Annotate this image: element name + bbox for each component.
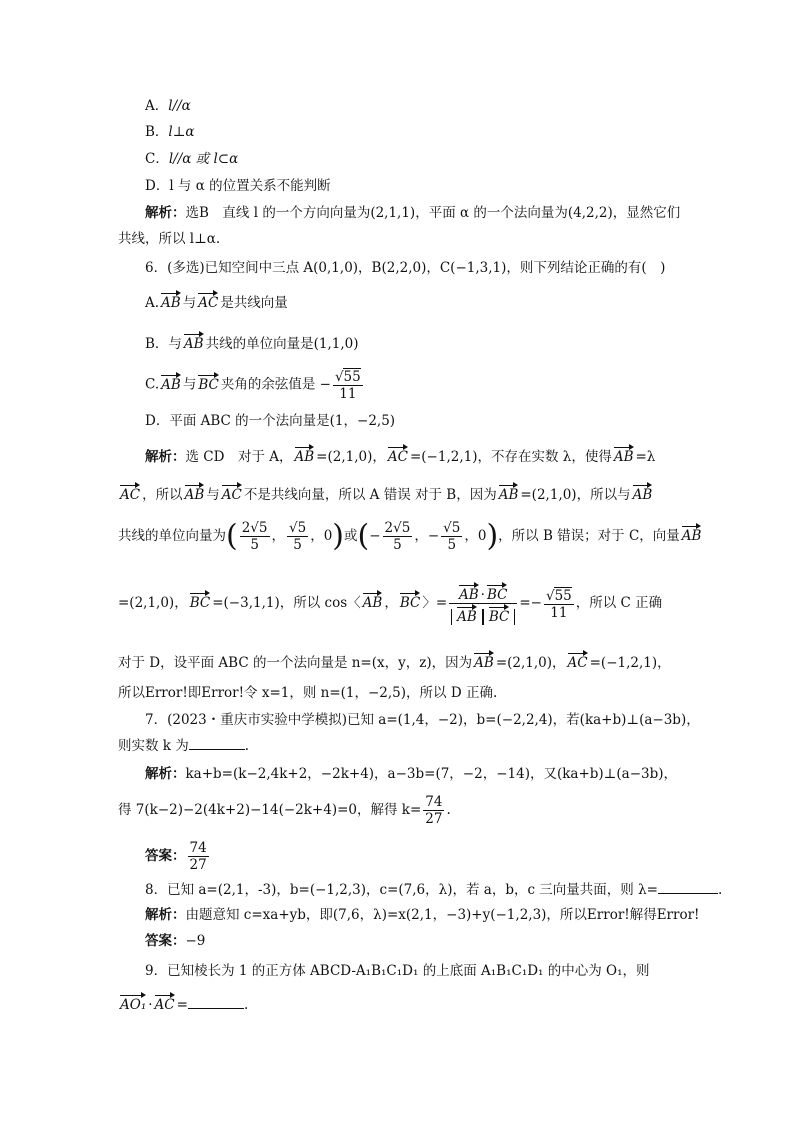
vector-ab: AB bbox=[184, 331, 204, 351]
q6-solution-line4: =(2,1,0)， BC =(−3,1,1)，所以 cos〈 AB ， BC 〉= $\frac{AB \cdot BC}{\text{AB BC}}$ =− $\frac{√55}{11}$ ，所以 C 正确 bbox=[118, 582, 676, 625]
q5-option-d: D．l 与 α 的位置关系不能判断 bbox=[145, 178, 331, 194]
q9-stem: 9．已知棱长为 1 的正方体 ABCD-A₁B₁C₁D₁ 的上底面 A₁B₁C₁D₁ 的中心为 O₁，则 bbox=[145, 963, 650, 979]
vector-ac: AC bbox=[198, 290, 218, 310]
q6-stem: 6．(多选)已知空间中三点 A(0,1,0)，B(2,2,0)，C(−1,3,1)，则下列结论正确的有( ) bbox=[145, 260, 666, 276]
q7-solution-line1: 解析：ka+b=(k−2,4k+2，−2k+4)，a−3b=(7，−2，−14)，又(ka+b)⊥(a−3b)， bbox=[145, 766, 678, 782]
q6-option-c: C. AB 与 BC 夹角的余弦值是 − $\frac{√55}{11}$ bbox=[145, 369, 361, 402]
answer-blank[interactable] bbox=[658, 881, 718, 894]
q7-stem-line2: 则实数 k 为 . bbox=[118, 738, 250, 754]
fraction: $\frac{√55}{11}$ bbox=[334, 369, 361, 402]
q7-answer: 答案： $\frac{74}{27}$ bbox=[145, 840, 207, 873]
vector-ab: AB bbox=[161, 290, 181, 310]
q6-solution-line2: AC ，所以 AB 与 AC 不是共线向量，所以 A 错误 对于 B，因为 AB =(2,1,0)，所以与 AB bbox=[118, 482, 676, 505]
vector-ab: AB bbox=[161, 372, 181, 392]
q9-stem-line2: AO₁ · AC = . bbox=[118, 992, 676, 1015]
q6-solution-line3: 共线的单位向量为( $\frac{2√5}{5}$ ， $\frac{√5}{5}$ ，0)或(− $\frac{2√5}{5}$ ，− $\frac{√5}{5}$ ，0)，所以 B 错误；对于 C，向量 AB bbox=[118, 518, 702, 554]
q5-solution-line1: 解析：选B 直线 l 的一个方向向量为(2,1,1)，平面 α 的一个法向量为(4,2,2)，显然它们 bbox=[145, 205, 681, 221]
q7-stem: 7．(2023・重庆市实验中学模拟)已知 a=(1,4，−2)，b=(−2,2,4)，若(ka+b)⊥(a−3b)， bbox=[145, 712, 700, 728]
q5-option-b: B．l⊥α bbox=[145, 124, 195, 140]
q6-option-b: B．与 AB 共线的单位向量是(1,1,0) bbox=[145, 331, 676, 354]
q8-stem: 8．已知 a=(2,1，-3)，b=(−1,2,3)，c=(7,6，λ)，若 a，b，c 三向量共面，则 λ= . bbox=[145, 882, 723, 898]
vector-bc: BC bbox=[198, 372, 219, 392]
q7-solution-line2: 得 7(k−2)−2(4k+2)−14(−2k+4)=0，解得 k= $\frac{74}{27}$ . bbox=[118, 794, 451, 827]
q8-answer: 答案：−9 bbox=[145, 933, 206, 949]
q5-solution-line2: 共线，所以 l⊥α. bbox=[118, 231, 221, 247]
cosine-fraction: $\frac{AB \cdot BC}{\text{AB BC}}$ bbox=[449, 582, 517, 625]
vector-ac: AC bbox=[155, 992, 175, 1012]
answer-blank[interactable] bbox=[188, 996, 244, 1009]
q6-solution-line6: 所以Error!即Error!令 x=1，则 n=(1，−2,5)，所以 D 正确. bbox=[118, 685, 498, 701]
vector-ao1: AO₁ bbox=[120, 992, 146, 1012]
q5-option-a: A．l//α bbox=[145, 98, 191, 114]
q5-option-c: C．l//α 或 l⊂α bbox=[145, 151, 239, 167]
q6-option-d: D．平面 ABC 的一个法向量是(1，−2,5) bbox=[145, 413, 396, 429]
q6-option-a: A. AB 与 AC 是共线向量 bbox=[145, 290, 676, 313]
q8-solution: 解析：由题意知 c=xa+yb，即(7,6，λ)=x(2,1，−3)+y(−1,2,3)，所以Error!解得Error! bbox=[145, 907, 700, 923]
q6-solution-line5: 对于 D，设平面 ABC 的一个法向量是 n=(x，y，z)，因为 AB =(2,1,0)， AC =(−1,2,1)， bbox=[118, 650, 676, 673]
answer-blank[interactable] bbox=[189, 737, 245, 750]
q6-solution-line1: 解析：选 CD 对于 A， AB =(2,1,0)， AC =(−1,2,1)，不存在实数 λ，使得 AB =λ bbox=[145, 444, 676, 467]
